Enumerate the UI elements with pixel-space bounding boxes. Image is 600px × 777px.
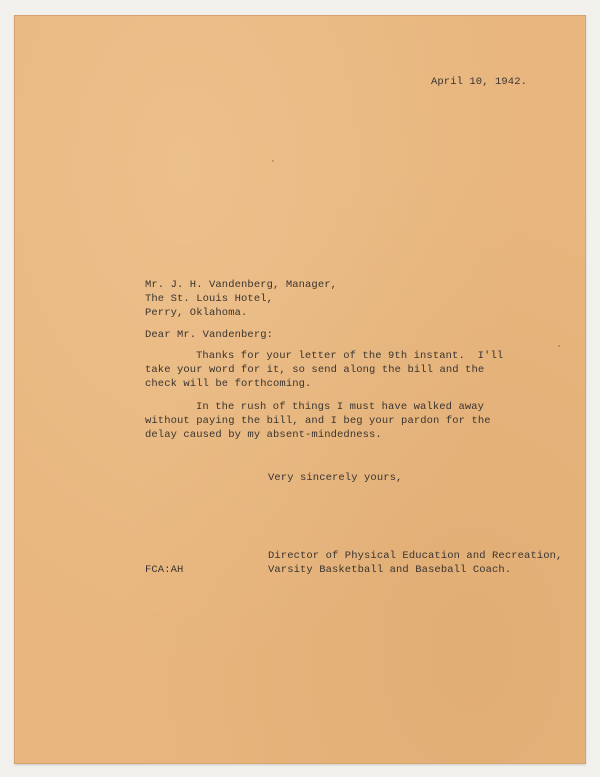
recipient-name: Mr. J. H. Vandenberg, Manager, (145, 279, 338, 291)
reference-initials: FCA:AH (145, 564, 184, 576)
recipient-city: Perry, Oklahoma. (145, 307, 248, 319)
signature-title-line-1: Director of Physical Education and Recreation, (268, 550, 563, 562)
letter-date: April 10, 1942. (431, 76, 528, 88)
paper-speck (558, 345, 560, 347)
body-paragraph-2-line-2: without paying the bill, and I beg your pardon for the (145, 415, 491, 427)
body-paragraph-1-line-2: take your word for it, so send along the bill and the (145, 364, 485, 376)
complimentary-close: Very sincerely yours, (268, 472, 403, 484)
body-paragraph-1-line-1: Thanks for your letter of the 9th instant. I'll (196, 350, 504, 362)
salutation: Dear Mr. Vandenberg: (145, 329, 274, 341)
letter-page (14, 15, 586, 764)
body-paragraph-2-line-3: delay caused by my absent-mindedness. (145, 429, 382, 441)
body-paragraph-1-line-3: check will be forthcoming. (145, 378, 312, 390)
recipient-hotel: The St. Louis Hotel, (145, 293, 274, 305)
body-paragraph-2-line-1: In the rush of things I must have walked away (196, 401, 485, 413)
paper-speck (272, 160, 274, 162)
signature-title-line-2: Varsity Basketball and Baseball Coach. (268, 564, 512, 576)
